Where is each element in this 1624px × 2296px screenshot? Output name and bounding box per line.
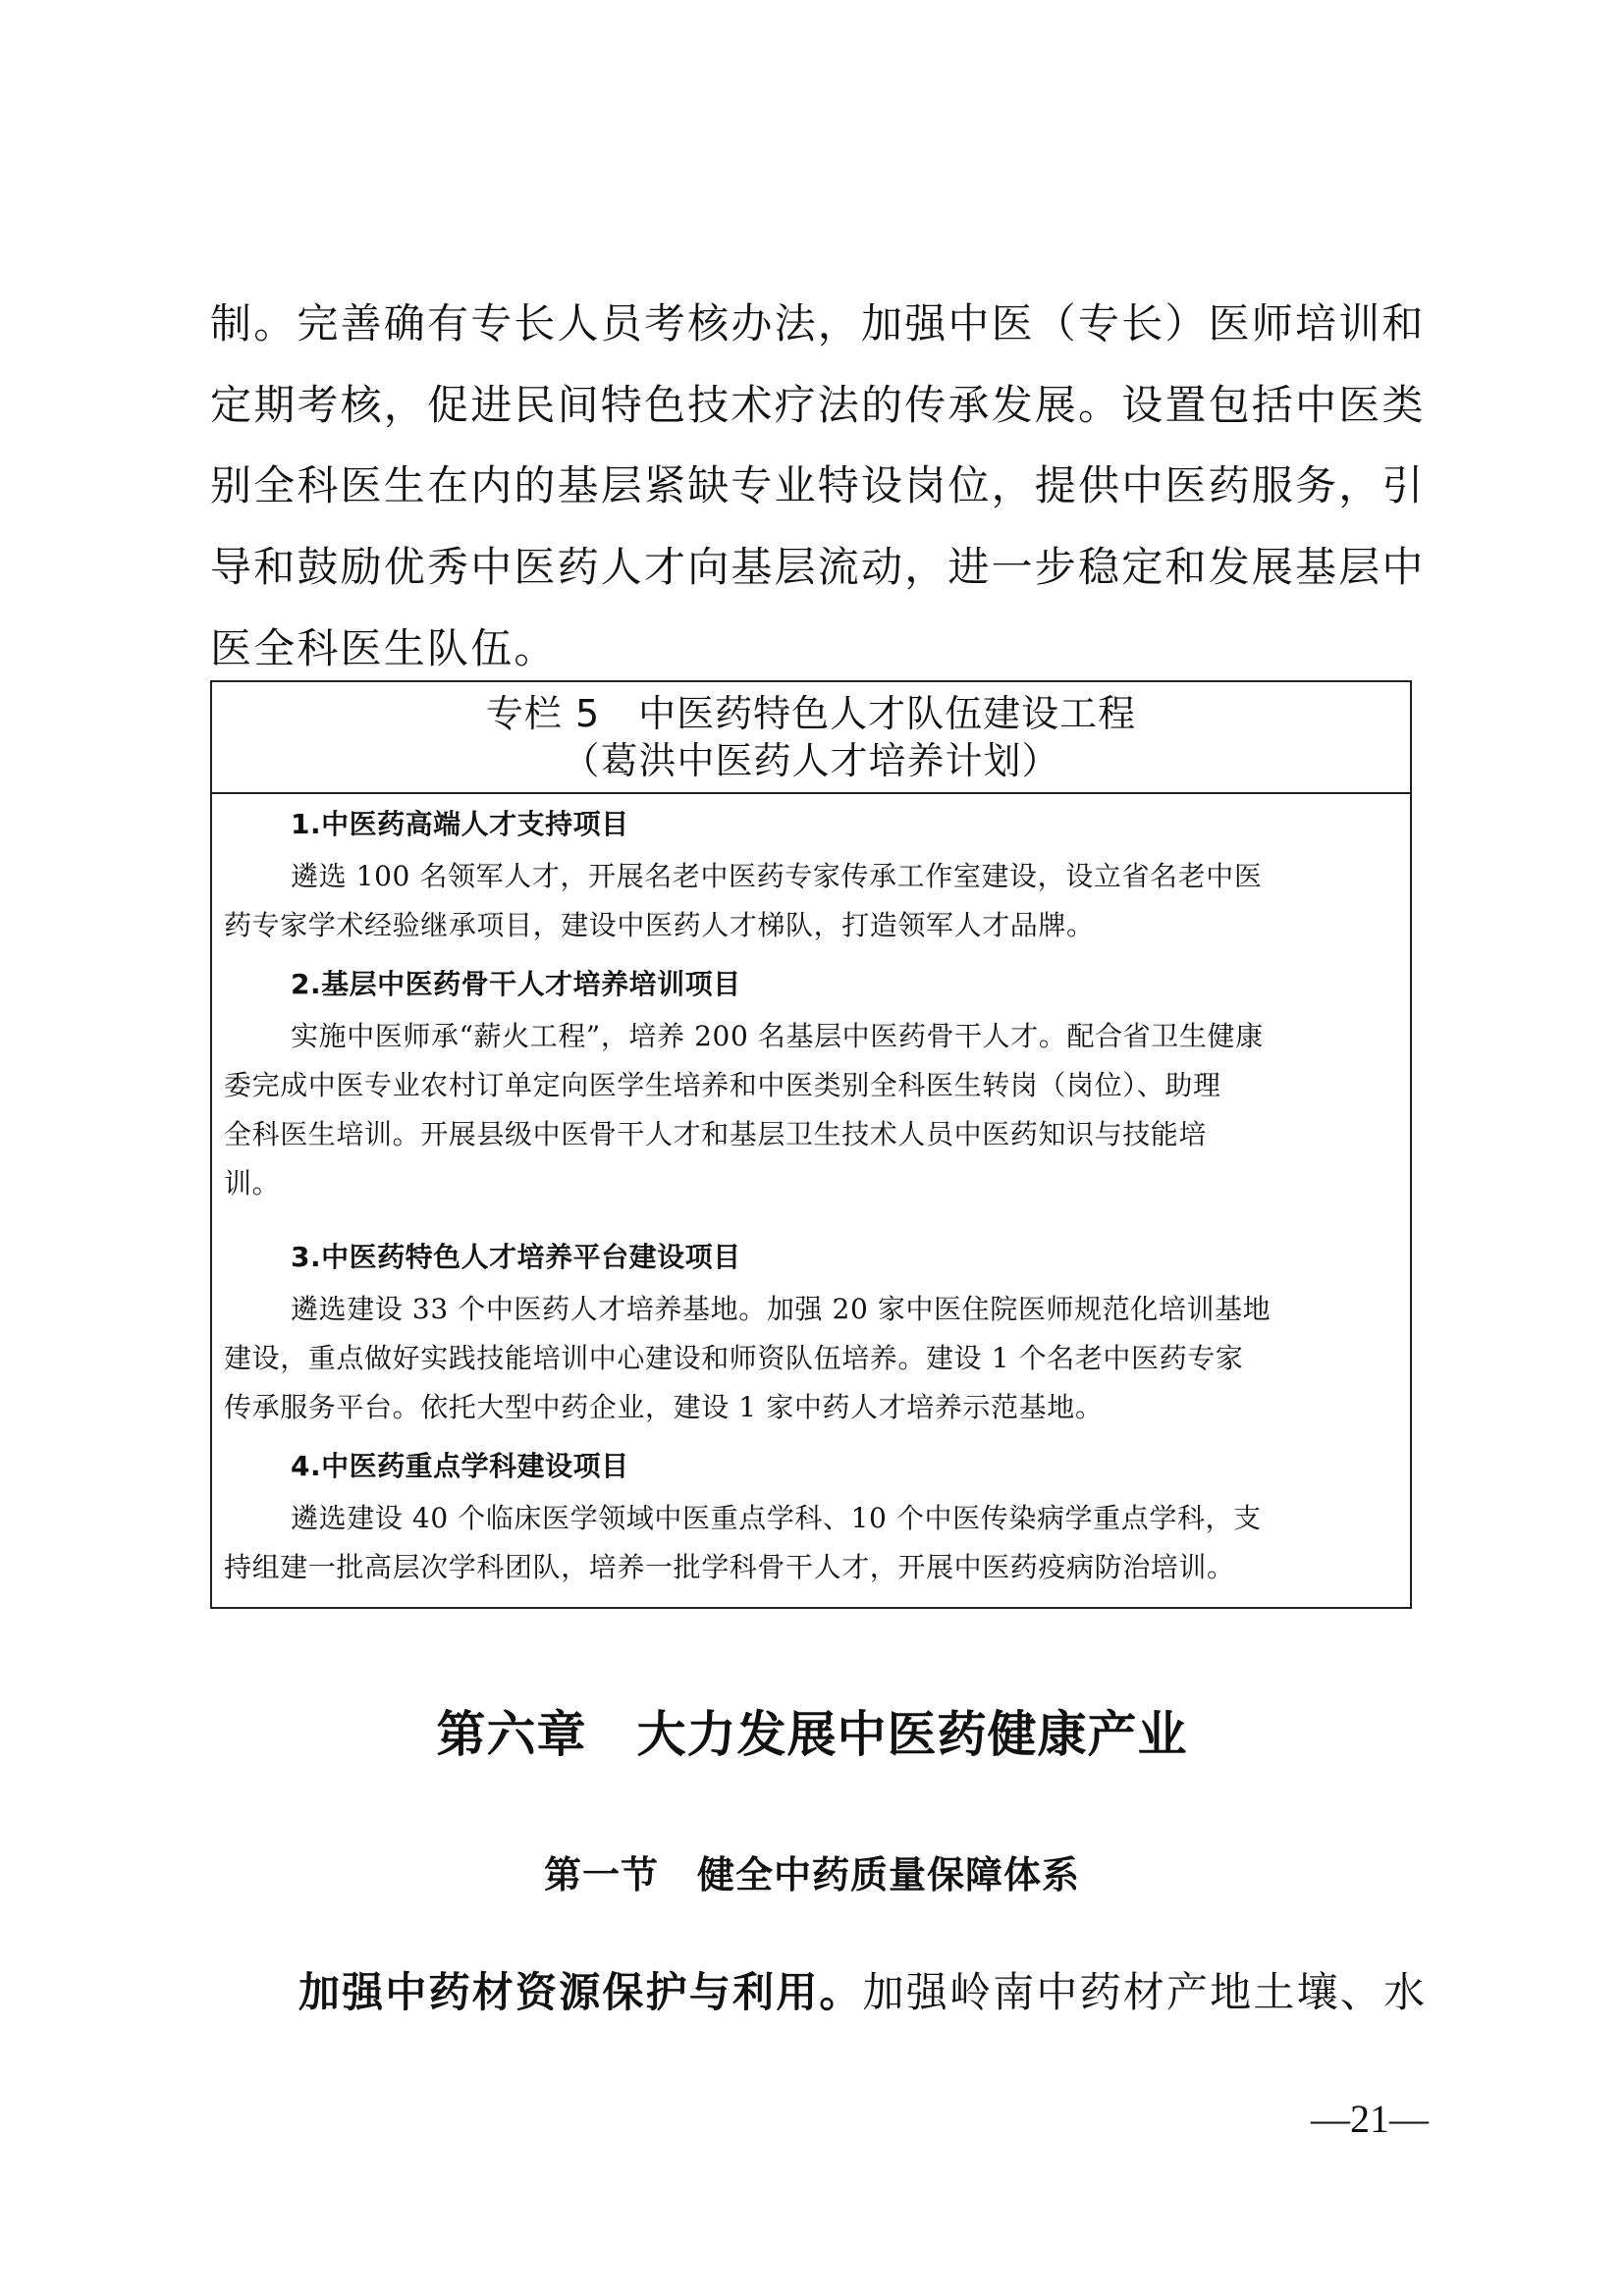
column-box-subtitle: （葛洪中医药人才培养计划） xyxy=(562,739,1060,782)
item-line: 遴选 100 名领军人才，开展名老中医药专家传承工作室建设，设立省名老中医 xyxy=(291,860,1263,892)
body-line: 别全科医生在内的基层紧缺专业特设岗位，提供中医药服务，引 xyxy=(210,461,1426,509)
item-heading: 3.中医药特色人才培养平台建设项目 xyxy=(291,1241,741,1273)
item-heading: 4.中医药重点学科建设项目 xyxy=(291,1450,629,1482)
paragraph-text: 加强岭南中药材产地土壤、水 xyxy=(862,1968,1428,2016)
body-line: 导和鼓励优秀中医药人才向基层流动，进一步稳定和发展基层中 xyxy=(210,543,1426,591)
item-line: 遴选建设 33 个中医药人才培养基地。加强 20 家中医住院医师规范化培训基地 xyxy=(291,1293,1272,1325)
body-line: 医全科医生队伍。 xyxy=(210,624,558,672)
paragraph-lead: 加强中药材资源保护与利用。 xyxy=(298,1968,863,2016)
column-box-header xyxy=(212,682,1410,794)
item-line: 全科医生培训。开展县级中医骨干人才和基层卫生技术人员中医药知识与技能培 xyxy=(224,1118,1208,1150)
item-line: 药专家学术经验继承项目，建设中医药人才梯队，打造领军人才品牌。 xyxy=(224,909,1095,941)
item-line: 持组建一批高层次学科团队，培养一批学科骨干人才，开展中医药疫病防治培训。 xyxy=(224,1551,1235,1583)
section-title: 第一节 健全中药质量保障体系 xyxy=(543,1853,1080,1896)
item-heading: 2.基层中医药骨干人才培养培训项目 xyxy=(291,968,741,1000)
closing-paragraph xyxy=(298,1968,1428,2017)
item-line: 传承服务平台。依托大型中药企业，建设 1 家中药人才培养示范基地。 xyxy=(224,1391,1104,1423)
item-line: 训。 xyxy=(224,1167,281,1200)
item-line: 实施中医师承“薪火工程”，培养 200 名基层中医药骨干人才。配合省卫生健康 xyxy=(291,1020,1264,1052)
item-heading: 1.中医药高端人才支持项目 xyxy=(291,808,629,840)
column-box-title: 专栏 5 中医药特色人才队伍建设工程 xyxy=(485,692,1137,735)
column-box xyxy=(210,680,1412,1609)
body-line: 定期考核，促进民间特色技术疗法的传承发展。设置包括中医类 xyxy=(210,381,1426,429)
item-line: 建设，重点做好实践技能培训中心建设和师资队伍培养。建设 1 个名老中医药专家 xyxy=(224,1342,1244,1374)
item-line: 遴选建设 40 个临床医学领域中医重点学科、10 个中医传染病学重点学科，支 xyxy=(291,1502,1262,1534)
page-number: —21— xyxy=(1311,2097,1429,2141)
chapter-title: 第六章 大力发展中医药健康产业 xyxy=(436,1705,1188,1763)
body-line: 制。完善确有专长人员考核办法，加强中医（专长）医师培训和 xyxy=(210,299,1426,347)
item-line: 委完成中医专业农村订单定向医学生培养和中医类别全科医生转岗（岗位）、助理 xyxy=(224,1069,1221,1101)
